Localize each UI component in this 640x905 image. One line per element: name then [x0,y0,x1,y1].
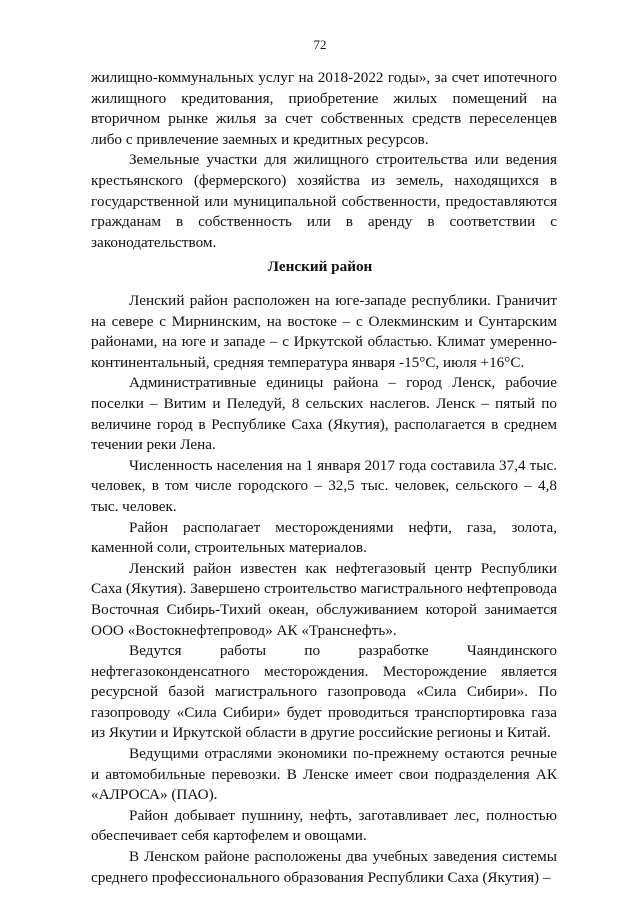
paragraph: В Ленском районе расположены два учебных заведения системы среднего профессионального образования Республики Саха (Якутия) – [91,848,557,886]
paragraph: Ленский район известен как нефтегазовый центр Республики Саха (Якутия). Завершено строительство магистрального нефтепровода Восточная Сибирь-Тихий океан, обслуживанием которой занимается ООО «Востокнефтепровод» АК «Транснефть». [91,559,557,639]
paragraph: Ведутся работы по разработке Чаяндинского нефтегазоконденсатного месторождения. Месторождение является ресурсной базой магистрального газопровода «Сила Сибири». По газопроводу «Сила Сибири» будет проводиться транспортировка газа из Якутии и Иркутской области в другие российские регионы и Китай. [91,642,557,742]
page-number: 72 [313,37,327,52]
paragraph: Район добывает пушнину, нефть, заготавливает лес, полностью обеспечивает себя картофелем и овощами. [91,806,557,845]
paragraph: Земельные участки для жилищного строительства или ведения крестьянского (фермерского) хозяйства из земель, находящихся в государственной или муниципальной собственности, предоставляются гражданам в собственность или в аренду в соответствии с законодательством. [91,151,557,251]
paragraph: жилищно-коммунальных услуг на 2018-2022 годы», за счет ипотечного жилищного кредитования, приобретение жилых помещений на вторичном рынке жилья за счет собственных средств переселенцев либо с привлечение заемных и кредитных ресурсов. [91,69,557,148]
paragraph: Район располагает месторождениями нефти, газа, золота, каменной соли, строительных материалов. [91,518,557,557]
paragraph: Ленский район расположен на юге-западе республики. Граничит на севере с Мирнинским, на востоке – с Олекминским и Сунтарским районами, на юге и западе – с Иркутской областью. Климат умеренно-континентальный, средняя температура января -15°С, июля +16°С. [91,292,557,371]
top-text-block [91,68,557,253]
section-heading: Ленский район [267,258,373,275]
paragraph: Ведущими отраслями экономики по-прежнему остаются речные и автомобильные перевозки. В Ленске имеет свои подразделения АК «АЛРОСА» (ПАО). [91,745,557,804]
paragraph: Численность населения на 1 января 2017 года составила 37,4 тыс. человек, в том числе городского – 32,5 тыс. человек, сельского – 4,8 тыс. человек. [91,456,557,515]
section-text-block [91,291,557,888]
paragraph: Административные единицы района – город Ленск, рабочие поселки – Витим и Пеледуй, 8 сельских наслегов. Ленск – пятый по величине город в Республике Саха (Якутия), располагается в среднем течении реки Лена. [91,374,557,454]
